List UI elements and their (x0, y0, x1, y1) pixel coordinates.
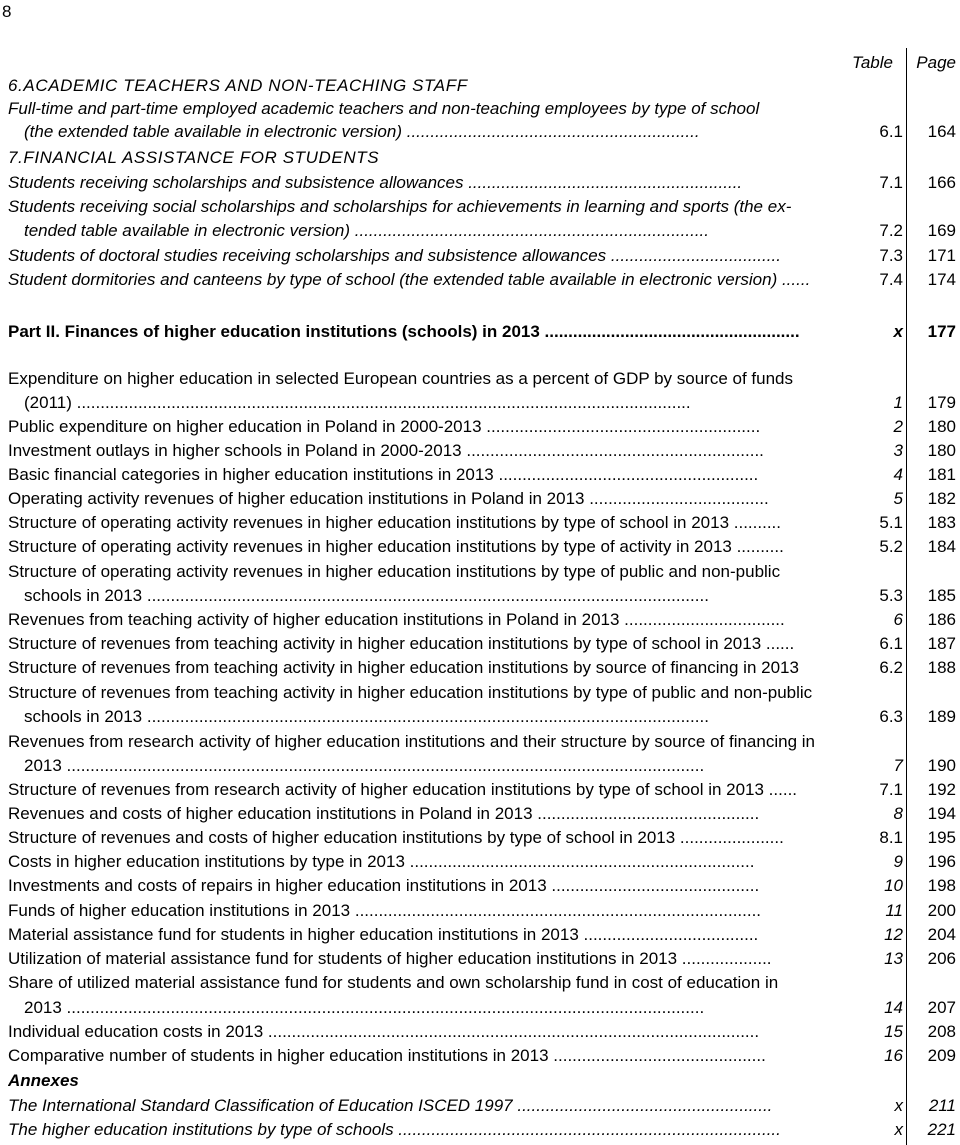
toc-entry (8, 511, 958, 535)
toc-entry-table-number: 1 (893, 393, 903, 412)
toc-entry-table-number: 7.1 (879, 780, 903, 799)
toc-entry (8, 463, 958, 487)
toc-entry-title: Students of doctoral studies receiving scholarships and subsistence allowances .................................... (8, 246, 781, 265)
toc-entry-title: Operating activity revenues of higher education institutions in Poland in 2013 ...................................... (8, 489, 769, 508)
toc-entry-table-number: 6.1 (879, 122, 903, 141)
toc-entry-title: 2013 ....................................................................................................................................... (24, 998, 705, 1017)
toc-entry-page-number: 164 (927, 122, 956, 141)
toc-entry-page-number: 174 (927, 270, 956, 289)
toc-entry-page-number: 204 (927, 925, 956, 944)
toc-entry-page-number: 184 (927, 537, 956, 556)
toc-entry (8, 367, 958, 391)
page-number: 8 (2, 2, 12, 21)
toc-entry-title: Investment outlays in higher schools in Poland in 2000-2013 ............................................................... (8, 441, 764, 460)
toc-entry-title: Structure of operating activity revenues in higher education institutions by type of activity in 2013 .......... (8, 537, 784, 556)
toc-entry-title: Student dormitories and canteens by type of school (the extended table available in electronic version) ...... (8, 270, 811, 289)
toc-entry-title: Basic financial categories in higher education institutions in 2013 ....................................................... (8, 465, 759, 484)
toc-entry-title: The International Standard Classification of Education ISCED 1997 ...................................................... (8, 1096, 773, 1115)
toc-entry-title: (the extended table available in electronic version) .............................................................. (24, 122, 700, 141)
toc-entry (8, 219, 958, 243)
toc-entry (8, 608, 958, 632)
toc-entry-title: Material assistance fund for students in higher education institutions in 2013 ..................................... (8, 925, 759, 944)
toc-entry (8, 560, 958, 584)
toc-entry-page-number: 181 (927, 465, 956, 484)
toc-entry-table-number: 8 (893, 804, 903, 823)
toc-entry (8, 120, 958, 144)
toc-entry (8, 705, 958, 729)
toc-entry-table-number: 10 (884, 876, 903, 895)
toc-entry-title: Share of utilized material assistance fund for students and own scholarship fund in cost of education in (8, 973, 779, 992)
toc-entry-page-number: 180 (927, 417, 956, 436)
toc-entry-title: Part II. Finances of higher education institutions (schools) in 2013 ...................................................... (8, 322, 800, 341)
toc-entry-page-number: 183 (927, 513, 956, 532)
toc-entry-table-number: 16 (884, 1046, 903, 1065)
toc-entry-title: Revenues and costs of higher education institutions in Poland in 2013 ............................................... (8, 804, 760, 823)
toc-entry-title: The higher education institutions by type of schools ................................................................................. (8, 1120, 781, 1139)
toc-entry (8, 146, 958, 170)
toc-entry-table-number: 7.2 (879, 221, 903, 240)
toc-entry (8, 947, 958, 971)
page-column-header: Page (916, 53, 956, 72)
toc-entry (8, 584, 958, 608)
toc-entry-title: tended table available in electronic version) ........................................................................... (24, 221, 709, 240)
toc-entry (8, 1044, 958, 1068)
toc-entry-table-number: 4 (893, 465, 903, 484)
toc-entry-page-number: 189 (927, 707, 956, 726)
toc-entry (8, 415, 958, 439)
toc-entry-table-number: 7 (893, 756, 903, 775)
toc-entry (8, 1118, 958, 1142)
toc-entry (8, 1094, 958, 1118)
toc-entry-table-number: 6.2 (879, 658, 903, 677)
toc-entry-title: Individual education costs in 2013 ........................................................................................................ (8, 1022, 760, 1041)
toc-entry-table-number: 15 (884, 1022, 903, 1041)
toc-entry-table-number: 6.3 (879, 707, 903, 726)
toc-entry-title: Annexes (8, 1071, 79, 1090)
toc-entry-page-number: 186 (927, 610, 956, 629)
toc-entry (8, 320, 958, 344)
toc-entry-title: Students receiving social scholarships and scholarships for achievements in learning and sports (the ex- (8, 197, 792, 216)
toc-entry-title: Structure of revenues from teaching activity in higher education institutions by type of school in 2013 ...... (8, 634, 795, 653)
toc-entry-page-number: 209 (927, 1046, 956, 1065)
toc-entry (8, 171, 958, 195)
toc-entry-table-number: 5 (893, 489, 903, 508)
toc-entry-table-number: 7.1 (879, 173, 903, 192)
toc-entry-table-number: 6 (893, 610, 903, 629)
toc-entry-table-number: 6.1 (879, 634, 903, 653)
toc-entry-page-number: 196 (927, 852, 956, 871)
toc-entry (8, 971, 958, 995)
toc-entry (8, 632, 958, 656)
toc-entry-table-number: 9 (893, 852, 903, 871)
toc-entry-page-number: 179 (927, 393, 956, 412)
toc-entry-table-number: 12 (884, 925, 903, 944)
toc-entry-title: Structure of operating activity revenues in higher education institutions by type of school in 2013 .......... (8, 513, 781, 532)
toc-entry-table-number: 13 (884, 949, 903, 968)
toc-entry-table-number: 5.3 (879, 586, 903, 605)
toc-entry-title: Full-time and part-time employed academic teachers and non-teaching employees by type of school (8, 99, 760, 118)
toc-entry (8, 391, 958, 415)
toc-entry-table-number: 7.4 (879, 270, 903, 289)
toc-entry-page-number: 208 (927, 1022, 956, 1041)
toc-entry-title: Public expenditure on higher education in Poland in 2000-2013 .......................................................... (8, 417, 761, 436)
toc-entry-table-number: x (894, 1096, 903, 1115)
toc-entry-title: Comparative number of students in higher education institutions in 2013 ............................................. (8, 1046, 766, 1065)
toc-entry (8, 923, 958, 947)
toc-entry-page-number: 206 (927, 949, 956, 968)
toc-entry-page-number: 171 (927, 246, 956, 265)
toc-entry-table-number: x (894, 1120, 903, 1139)
toc-entry-title: Structure of revenues and costs of higher education institutions by type of school in 2013 ...................... (8, 828, 784, 847)
toc-entry (8, 439, 958, 463)
toc-entry-page-number: 198 (927, 876, 956, 895)
toc-entry (8, 996, 958, 1020)
toc-entry-table-number: x (893, 322, 903, 341)
toc-entry (8, 535, 958, 559)
toc-entry (8, 681, 958, 705)
toc-entry-title: Revenues from teaching activity of higher education institutions in Poland in 2013 .................................. (8, 610, 785, 629)
toc-entry-page-number: 188 (927, 658, 956, 677)
toc-entry-table-number: 5.2 (879, 537, 903, 556)
toc-entry-title: Structure of revenues from teaching activity in higher education institutions by source of financing in 2013 (8, 658, 799, 677)
toc-entry-page-number: 187 (927, 634, 956, 653)
toc-entry-page-number: 182 (927, 489, 956, 508)
toc-entry (8, 850, 958, 874)
toc-entry-page-number: 211 (928, 1096, 956, 1115)
toc-entry-title: 6.ACADEMIC TEACHERS AND NON-TEACHING STAFF (8, 76, 468, 95)
toc-entry (8, 730, 958, 754)
toc-entry-title: Utilization of material assistance fund for students of higher education institutions in 2013 ................... (8, 949, 772, 968)
toc-entry-title: 7.FINANCIAL ASSISTANCE FOR STUDENTS (8, 148, 380, 167)
toc-entry-title: Structure of operating activity revenues in higher education institutions by type of public and non-public (8, 562, 781, 581)
toc-entry-table-number: 2 (893, 417, 903, 436)
toc-entry (8, 826, 958, 850)
toc-entry (8, 1020, 958, 1044)
toc-entry-page-number: 190 (927, 756, 956, 775)
toc-entry (8, 874, 958, 898)
toc-entry (8, 899, 958, 923)
toc-entry-title: Structure of revenues from research activity of higher education institutions by type of school in 2013 ...... (8, 780, 798, 799)
toc-entry (8, 268, 958, 292)
toc-entry-title: Funds of higher education institutions in 2013 ...................................................................................... (8, 901, 762, 920)
toc-entry-page-number: 180 (927, 441, 956, 460)
toc-entry (8, 74, 958, 98)
toc-entry-table-number: 14 (884, 998, 903, 1017)
toc-entry-title: 2013 ....................................................................................................................................... (24, 756, 705, 775)
table-column-header: Table (852, 53, 893, 72)
toc-entry-page-number: 221 (927, 1120, 956, 1139)
toc-entry-title: Costs in higher education institutions by type in 2013 ......................................................................... (8, 852, 755, 871)
toc-entry-title: schools in 2013 ....................................................................................................................... (24, 707, 709, 726)
toc-entry-page-number: 185 (927, 586, 956, 605)
toc-entry-table-number: 11 (885, 901, 903, 920)
toc-entry (8, 487, 958, 511)
toc-entry (8, 656, 958, 680)
toc-entry-title: schools in 2013 ....................................................................................................................... (24, 586, 709, 605)
toc-entry-page-number: 177 (927, 322, 956, 341)
toc-entry-title: Investments and costs of repairs in higher education institutions in 2013 ............................................ (8, 876, 760, 895)
toc-entry (8, 754, 958, 778)
toc-entry (8, 244, 958, 268)
toc-entry-table-number: 5.1 (879, 513, 903, 532)
toc-entry-table-number: 3 (893, 441, 903, 460)
toc-entry-page-number: 200 (927, 901, 956, 920)
toc-entry-title: Expenditure on higher education in selected European countries as a percent of GDP by source of funds (8, 369, 794, 388)
toc-entry-page-number: 166 (927, 173, 956, 192)
toc-entry-page-number: 169 (927, 221, 956, 240)
toc-entry-title: Students receiving scholarships and subsistence allowances .......................................................... (8, 173, 743, 192)
toc-entry-table-number: 8.1 (879, 828, 903, 847)
toc-entry-page-number: 194 (927, 804, 956, 823)
toc-entry-title: (2011) .................................................................................................................................. (24, 393, 691, 412)
toc-entry-title: Revenues from research activity of higher education institutions and their structure by source of financing in (8, 732, 815, 751)
toc-entry (8, 802, 958, 826)
toc-entry-page-number: 195 (927, 828, 956, 847)
toc-entry-title: Structure of revenues from teaching activity in higher education institutions by type of public and non-public (8, 683, 813, 702)
toc-entry (8, 778, 958, 802)
toc-entry-page-number: 192 (927, 780, 956, 799)
toc-entry-page-number: 207 (927, 998, 956, 1017)
toc-entry (8, 97, 958, 121)
toc-entry-table-number: 7.3 (879, 246, 903, 265)
toc-entry (8, 195, 958, 219)
toc-entry (8, 1069, 958, 1093)
